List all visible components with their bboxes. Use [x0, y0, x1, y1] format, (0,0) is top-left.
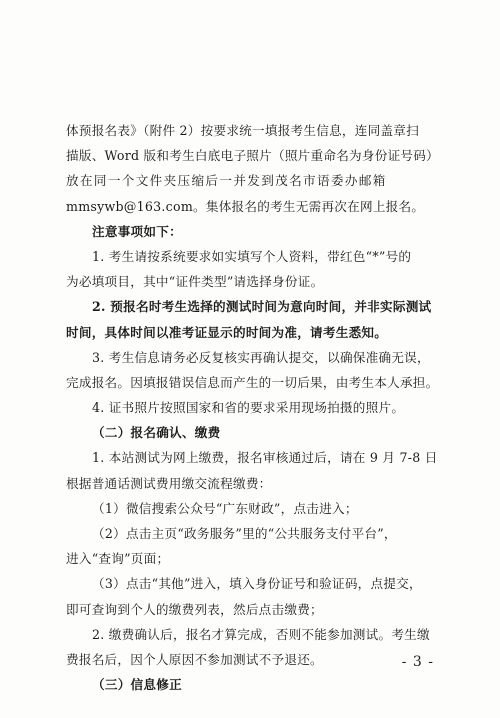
note-3-line-2: 完成报名。因填报错误信息而产生的一切后果，由考生本人承担。	[66, 374, 439, 390]
page-number: - 3 -	[401, 654, 434, 670]
payment-2-line-1: 2. 缴费确认后，报名才算完成，否则不能参加测试。考生缴	[92, 626, 430, 642]
note-1-line-1: 1. 考生请按系统要求如实填写个人资料，带红色“*”号的	[92, 248, 412, 264]
step-2-line-1: （2）点击主页“政务服务”里的“公共服务支付平台”，	[92, 526, 397, 541]
notes-heading: 注意事项如下：	[92, 223, 182, 239]
intro-line-2: 描版、Word 版和考生白底电子照片（照片重命名为身份证号码）	[66, 148, 439, 164]
intro-line-3: 放在同一个文件夹压缩后一并发到茂名市语委办邮箱	[66, 173, 387, 189]
step-3-line-2: 即可查询到个人的缴费列表，然后点击缴费；	[66, 601, 323, 617]
note-2-line-1: 2. 预报名时考生选择的测试时间为意向时间，并非实际测试	[92, 299, 432, 315]
step-1: （1）微信搜索公众号“广东财政”，点击进入；	[92, 500, 358, 516]
intro-line-4: mmsywb@163.com。集体报名的考生无需再次在网上报名。	[66, 198, 425, 214]
note-4: 4. 证书照片按照国家和省的要求采用现场拍摄的照片。	[92, 400, 405, 416]
intro-line-1: 体预报名表》（附件 2）按要求统一填报考生信息，连同盖章扫	[66, 123, 419, 138]
section-2-heading: （二）报名确认、缴费	[92, 425, 221, 441]
note-2-line-2: 时间，具体时间以准考证显示的时间为准，请考生悉知。	[66, 324, 388, 340]
step-3-line-1: （3）点击“其他”进入，填入身份证号和验证码，点提交，	[92, 576, 422, 592]
step-2-line-2: 进入“查询”页面；	[66, 551, 170, 567]
payment-2-line-2: 费报名后，因个人原因不参加测试不予退还。	[66, 651, 323, 667]
payment-1-line-2: 根据普通话测试费用缴交流程缴费：	[66, 475, 272, 491]
note-3-line-1: 3. 考生信息请务必反复核实再确认提交，以确保准确无误，	[92, 349, 430, 365]
document-body	[66, 118, 438, 697]
note-1-line-2: 为必填项目，其中“证件类型”请选择身份证。	[66, 274, 324, 290]
section-3-heading: （三）信息修正	[92, 677, 182, 693]
payment-1-line-1: 1. 本站测试为网上缴费，报名审核通过后，请在 9 月 7-8 日	[92, 450, 438, 466]
